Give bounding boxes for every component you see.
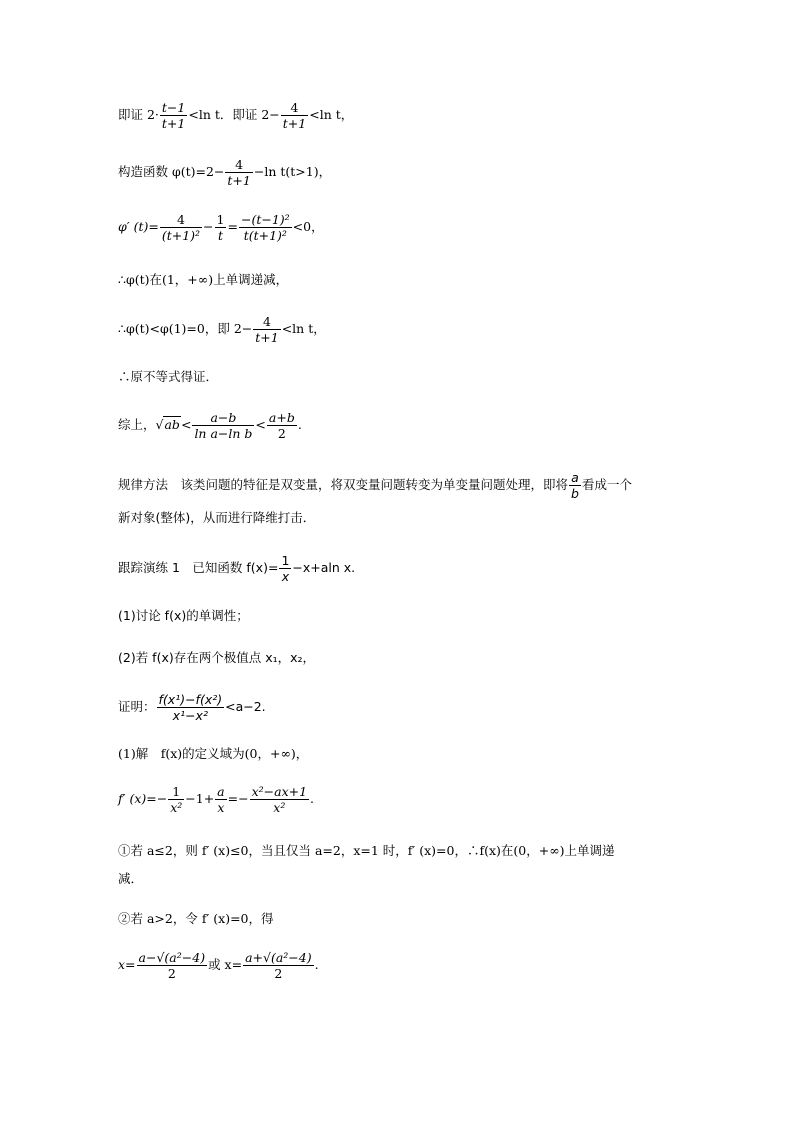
text: 综上， [118,417,156,432]
fraction [239,212,292,243]
text: φ′ (t)= [118,219,159,234]
numerator: a−√(a²−4) [138,950,206,965]
fraction [157,692,225,723]
fraction [267,410,297,441]
text: 看成一个 [581,477,632,492]
line-2 [118,157,331,188]
radicand: ab [164,417,180,432]
line-13 [118,692,266,723]
numerator: 1 [168,784,184,800]
line-17: 减． [118,871,144,886]
fraction [279,553,291,584]
numerator: 4 [225,157,252,173]
numerator: 4 [253,314,280,330]
denominator: t+1 [161,116,186,131]
text: 证明： [118,699,156,714]
numerator: −(t−1)² [240,212,290,227]
fraction [243,950,314,981]
fraction [253,314,280,345]
fraction [281,100,308,131]
denominator: x² [273,800,286,815]
denominator: t+1 [227,173,251,188]
line-19 [118,950,319,981]
text: − [203,219,214,234]
text: ∴φ(t)<φ(1)=0，即 2− [118,321,253,336]
denominator: ln a−ln b [194,426,253,441]
fraction [215,784,226,815]
square-root: √ab [155,417,180,432]
numerator: t−1 [161,100,186,115]
fraction [137,950,208,981]
line-12: (2)若 f(x)存在两个极值点 x₁，x₂， [118,650,316,665]
numerator: a [569,470,581,486]
text: x= [118,957,136,972]
text: 即证 2· [118,107,159,122]
denominator: x² [170,800,183,815]
denominator: (t+1)² [161,228,201,243]
text: −1+ [185,791,215,806]
line-15 [118,784,314,815]
denominator: b [571,486,579,501]
fraction [215,212,227,243]
fraction [225,157,252,188]
denominator: 2 [167,966,176,981]
numerator: 4 [160,212,202,228]
denominator: x¹−x² [172,708,208,723]
line-10 [118,553,355,584]
fraction [160,212,202,243]
fraction [569,470,581,501]
line-7 [118,410,302,441]
text: . [314,957,319,972]
denominator: t [217,228,224,243]
text: <ln t．即证 2− [188,107,280,122]
fraction [250,784,309,815]
numerator: 1 [281,553,290,568]
text: −ln t(t>1)， [253,164,332,179]
text: <ln t， [281,321,326,336]
line-9: 新对象(整体)，从而进行降维打击． [118,510,316,525]
text: −x+aln x. [292,560,356,575]
line-16: ①若 a≤2，则 f′ (x)≤0，当且仅当 a=2，x=1 时，f′ (x)=0，∴f(x)在(0，+∞)上单调递 [118,843,615,858]
numerator: a [217,784,225,799]
numerator: a+b [268,410,295,425]
denominator: t(t+1)² [243,228,287,243]
numerator: 1 [216,212,225,227]
text: < [255,417,266,432]
text: . [297,417,302,432]
text: = [227,219,238,234]
text: 跟踪演练 1 已知函数 f(x)= [118,560,279,575]
line-5 [118,314,326,345]
line-6: ∴原不等式得证． [118,369,219,384]
text: <ln t， [309,107,354,122]
fraction [168,784,184,815]
text: 构造函数 φ(t)=2− [118,164,225,179]
denominator: 2 [274,966,283,981]
line-11: (1)讨论 f(x)的单调性； [118,608,249,623]
line-18: ②若 a>2，令 f′ (x)=0，得 [118,911,274,926]
denominator: x [217,800,225,815]
fraction [160,100,187,131]
numerator: a+√(a²−4) [245,950,312,965]
line-4: ∴φ(t)在(1，+∞)上单调递减， [118,272,289,287]
denominator: x [281,569,290,584]
denominator: t+1 [282,116,307,131]
denominator: 2 [277,426,286,441]
numerator: x²−ax+1 [251,784,308,799]
text: 或 x= [208,957,243,972]
numerator: 4 [281,100,308,116]
text: <0， [292,219,324,234]
text: < [180,417,192,432]
text: =− [227,791,249,806]
denominator: t+1 [255,330,279,345]
fraction [192,410,254,441]
numerator: f(x¹)−f(x²) [158,692,223,707]
line-14: (1)解 f(x)的定义域为(0，+∞)， [118,746,309,761]
text: . [310,791,315,806]
line-3 [118,212,324,243]
numerator: a−b [192,410,254,426]
text: 规律方法 该类问题的特征是双变量，将双变量问题转变为单变量问题处理，即将 [118,477,569,492]
text: f′ (x)=− [118,791,168,806]
line-1 [118,100,353,131]
text: <a−2. [225,699,266,714]
line-8 [118,470,632,501]
